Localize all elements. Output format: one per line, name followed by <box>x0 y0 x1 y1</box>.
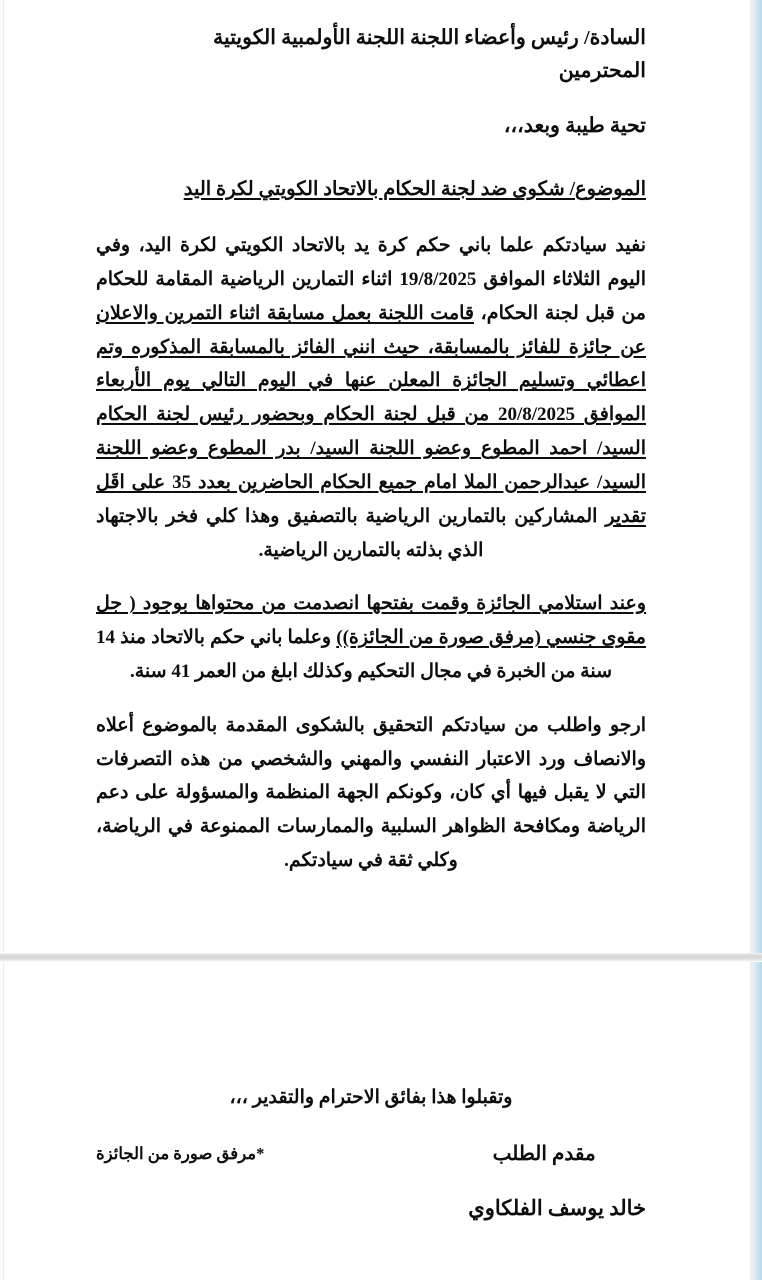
attachment-note: *مرفق صورة من الجائزة <box>96 1144 265 1164</box>
letter-footer <box>0 1083 762 1225</box>
paragraph-2-tail: وعلما باني حكم بالاتحاد منذ 14 سنة من الخبرة في مجال التحكيم وكذلك ابلغ من العمر 41 سنة. <box>96 627 613 682</box>
page-separator <box>0 953 762 962</box>
paragraph-2 <box>96 587 646 688</box>
paragraph-1 <box>96 229 646 567</box>
closing-line: وتقبلوا هذا بفائق الاحترام والتقدير ،،، <box>229 1087 513 1108</box>
paragraph-2-underlined: وعند استلامي الجائزة وقمت بفتحها انصدمت من محتواها بوجود ( جل مقوى جنسي (مرفق صورة من الجائزة)) <box>96 593 646 649</box>
signature-row <box>96 1139 646 1225</box>
addressee-line-1: السادة/ رئيس وأعضاء اللجنة اللجنة الأولمبية الكويتية <box>213 27 646 49</box>
subject-line: الموضوع/ شكوى ضد لجنة الحكام بالاتحاد الكويتي لكرة اليد <box>183 178 646 200</box>
letter-body <box>0 22 762 878</box>
signature-title: مقدم الطلب <box>492 1143 596 1166</box>
paragraph-1-underlined: قامت اللجنة بعمل مسابقة اثناء التمرين والاعلان عن جائزة للفائز بالمسابقة، حيث انني الفائز بالمسابقة المذكوره وتم اعطائي وتسليم الجائزة المعلن عنها في اليوم التالي يوم الأربعاء الموافق 20/8/2025 من قبل لجنة الحكام وبحضور رئيس لجنة الحكام السيد/ احمد المطوع وعضو اللجنة السيد/ بدر المطوع وعضو اللجنة السيد/ عبدالرحمن الملا امام جميع الحكام الحاضرين بعدد 35 على اقَل تقدير <box>96 302 646 527</box>
paragraph-3: ارجو واطلب من سيادتكم التحقيق بالشكوى المقدمة بالموضوع أعلاه والانصاف ورد الاعتبار النفسي والمهني والشخصي من هذه التصرفات التي لا يقبل فيها أي كان، وكونكم الجهة المنظمة والمسؤولة على دعم الرياضة ومكافحة الظواهر السلبية والممارسات الممنوعة في الرياضة، وكلي ثقة في سيادتكم. <box>96 714 646 871</box>
salutation: تحية طيبة وبعد،،، <box>503 115 646 138</box>
paragraph-1-lead: نفيد سيادتكم علما باني حكم كرة يد بالاتحاد الكويتي لكرة اليد، وفي اليوم الثلاثاء الموافق 19/8/2025 اثناء التمارين الرياضية المقامة للحكام من قبل لجنة الحكام، <box>96 235 646 324</box>
addressee-line-2: المحترمين <box>558 60 646 83</box>
signature-name: خالد يوسف الفلكاوي <box>468 1196 646 1221</box>
paragraph-1-tail: المشاركين بالتمارين الرياضية بالتصفيق وهذا كلي فخر بالاجتهاد الذي بذلته بالتمارين الرياضية. <box>96 505 606 561</box>
signature-block <box>442 1139 646 1225</box>
